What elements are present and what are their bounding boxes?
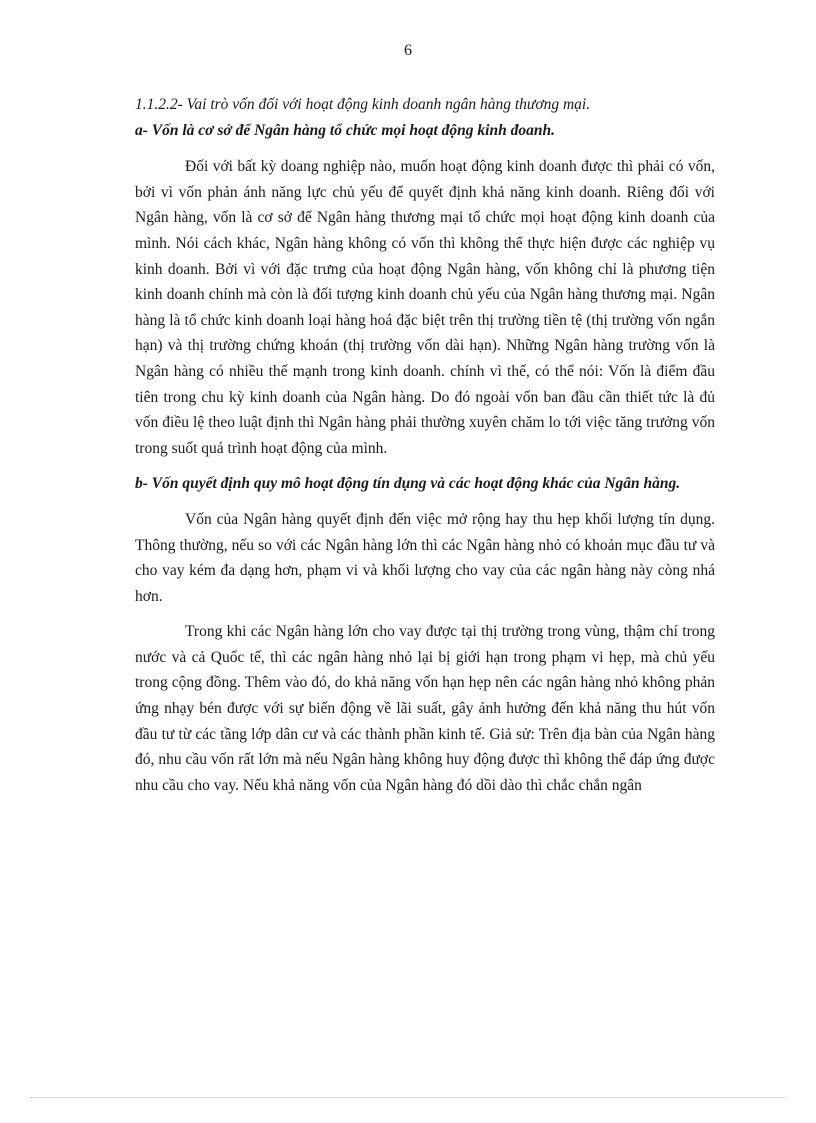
paragraph-a1: Đối với bất kỳ doang nghiệp nào, muốn hoạt động kinh doanh được thì phải có vốn, bởi vì vốn phản ánh năng lực chủ yếu để quyết định khả năng kinh doanh. Riêng đối với Ngân hàng, vốn là cơ sở để Ngân hàng thương mại tổ chức mọi hoạt động kinh doanh của mình. Nói cách khác, Ngân hàng không có vốn thì không thể thực hiện được các nghiệp vụ kinh doanh. Bởi vì với đặc trưng của hoạt động Ngân hàng, vốn không chỉ là phương tiện kinh doanh chính mà còn là đối tượng kinh doanh chủ yếu của Ngân hàng thương mại. Ngân hàng là tổ chức kinh doanh loại hàng hoá đặc biệt trên thị trường tiền tệ (thị trường vốn ngắn hạn) và thị trường chứng khoán (thị trường vốn dài hạn). Những Ngân hàng trường vốn là Ngân hàng có nhiều thế mạnh trong kinh doanh. chính vì thế, có thể nói: Vốn là điểm đầu tiên trong chu kỳ kinh doanh của Ngân hàng. Do đó ngoài vốn ban đầu cần thiết tức là đủ vốn điều lệ theo luật định thì Ngân hàng phải thường xuyên chăm lo tới việc tăng trưởng vốn trong suốt quá trình hoạt động của mình. [135, 158, 715, 457]
paragraph-b2: Trong khi các Ngân hàng lớn cho vay được tại thị trường trong vùng, thậm chí trong nước và cả Quốc tế, thì các ngân hàng nhỏ lại bị giới hạn trong phạm vi hẹp, mà chủ yếu trong cộng đồng. Thêm vào đó, do khả năng vốn hạn hẹp nên các ngân hàng nhỏ không phản ứng nhạy bén được với sự biến động về lãi suất, gây ảnh hưởng đến khả năng thu hút vốn đầu tư từ các tầng lớp dân cư và các thành phần kinh tế. Giả sử: Trên địa bàn của Ngân hàng đó, nhu cầu vốn rất lớn mà nếu Ngân hàng không huy động được thì không thể đáp ứng được nhu cầu cho vay. Nếu khả năng vốn của Ngân hàng đó dồi dào thì chắc chắn ngân [135, 623, 715, 794]
footer-divider [30, 1097, 786, 1098]
section-title: 1.1.2.2- Vai trò vốn đối với hoạt động kinh doanh ngân hàng thương mại. [135, 96, 591, 113]
subsection-a-heading: a- Vốn là cơ sở để Ngân hàng tổ chức mọi hoạt động kinh đoanh. [135, 121, 555, 139]
paragraph-b1: Vốn của Ngân hàng quyết định đến việc mở rộng hay thu hẹp khối lượng tín dụng. Thông thường, nếu so với các Ngân hàng lớn thì các Ngân hàng nhỏ có khoản mục đầu tư và cho vay kém đa dạng hơn, phạm vi và khối lượng cho vay của các ngân hàng này còng nhá hơn. [135, 510, 715, 605]
page-number: 6 [404, 42, 412, 59]
subsection-b-heading: b- Vốn quyết định quy mô hoạt động tín dụng và các hoạt động khác của Ngân hàng. [135, 475, 681, 493]
document-body [135, 92, 715, 808]
